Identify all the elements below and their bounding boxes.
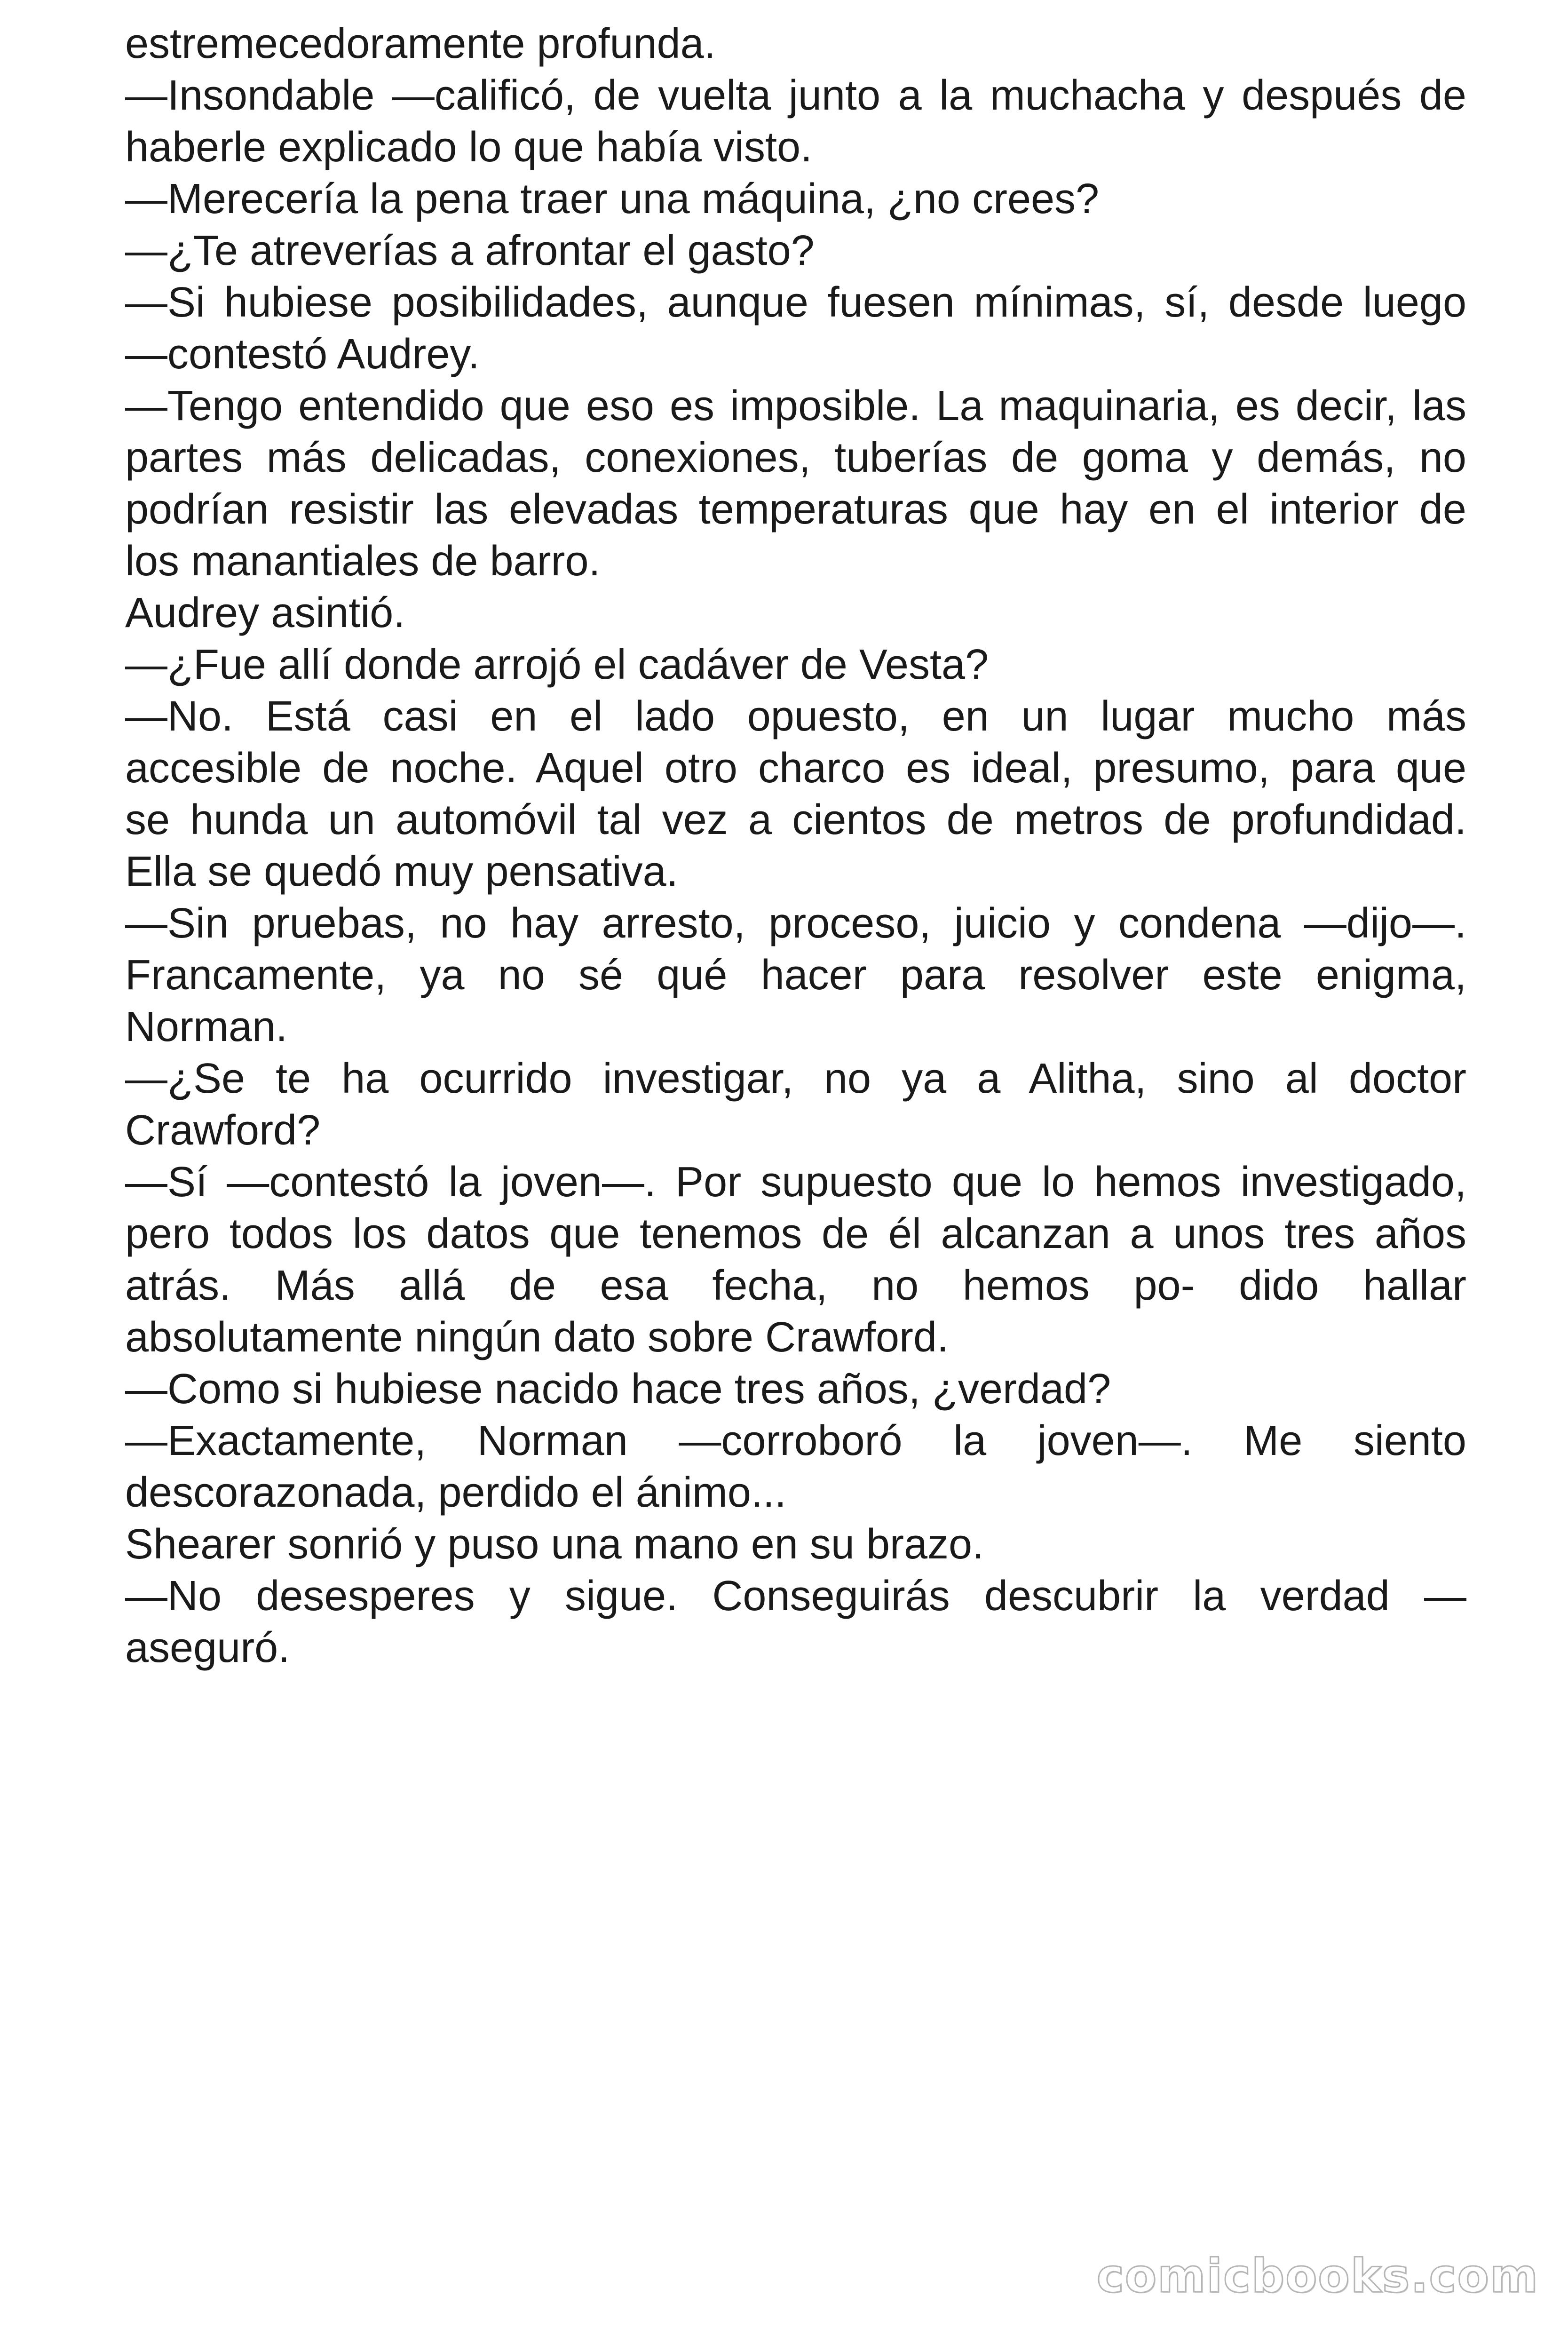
text-line: —¿Se te ha ocurrido investigar, no ya a Alitha, sino al doctor [125,1055,1466,1102]
text-line: Ella se quedó muy pensativa. [125,848,678,895]
text-line: Audrey asintió. [125,589,405,636]
text-line: atrás. Más allá de esa fecha, no hemos po- dido hallar [125,1262,1466,1309]
text-line: —¿Fue allí donde arrojó el cadáver de Vesta? [125,641,989,688]
text-line: —contestó Audrey. [125,331,480,378]
watermark-logo: comicbooks.com [1096,2249,1539,2303]
body-text [125,18,1466,1674]
text-line: —Insondable —calificó, de vuelta junto a la muchacha y después de [125,72,1466,119]
text-line: —¿Te atreverías a afrontar el gasto? [125,227,815,274]
text-line: —Como si hubiese nacido hace tres años, ¿verdad? [125,1366,1111,1413]
text-line: Norman. [125,1003,288,1050]
text-line: absolutamente ningún dato sobre Crawford. [125,1314,949,1361]
text-line: partes más delicadas, conexiones, tuberías de goma y demás, no [125,434,1466,481]
text-line: —Exactamente, Norman —corroboró la joven—. Me siento [125,1417,1466,1464]
text-line: Francamente, ya no sé qué hacer para resolver este enigma, [125,952,1466,999]
text-line: —No. Está casi en el lado opuesto, en un lugar mucho más [125,693,1466,740]
text-line: haberle explicado lo que había visto. [125,124,813,171]
text-line: Crawford? [125,1107,321,1154]
text-line: —No desesperes y sigue. Conseguirás descubrir la verdad — [125,1573,1466,1620]
text-line: accesible de noche. Aquel otro charco es ideal, presumo, para que [125,745,1466,792]
text-line: los manantiales de barro. [125,538,601,585]
text-line: se hunda un automóvil tal vez a cientos de metros de profundidad. [125,796,1466,843]
text-line: Shearer sonrió y puso una mano en su brazo. [125,1521,984,1568]
text-line: estremecedoramente profunda. [125,20,716,67]
text-line: —Sí —contestó la joven—. Por supuesto que lo hemos investigado, [125,1159,1466,1206]
text-line: —Tengo entendido que eso es imposible. La maquinaria, es decir, las [125,382,1466,429]
text-line: —Merecería la pena traer una máquina, ¿no crees? [125,175,1100,222]
text-line: aseguró. [125,1624,290,1671]
text-line: —Sin pruebas, no hay arresto, proceso, juicio y condena —dijo—. [125,900,1466,947]
text-line: —Si hubiese posibilidades, aunque fuesen mínimas, sí, desde luego [125,279,1466,326]
text-line: podrían resistir las elevadas temperaturas que hay en el interior de [125,486,1466,533]
text-line: pero todos los datos que tenemos de él alcanzan a unos tres años [125,1210,1466,1257]
text-line: descorazonada, perdido el ánimo... [125,1469,786,1516]
